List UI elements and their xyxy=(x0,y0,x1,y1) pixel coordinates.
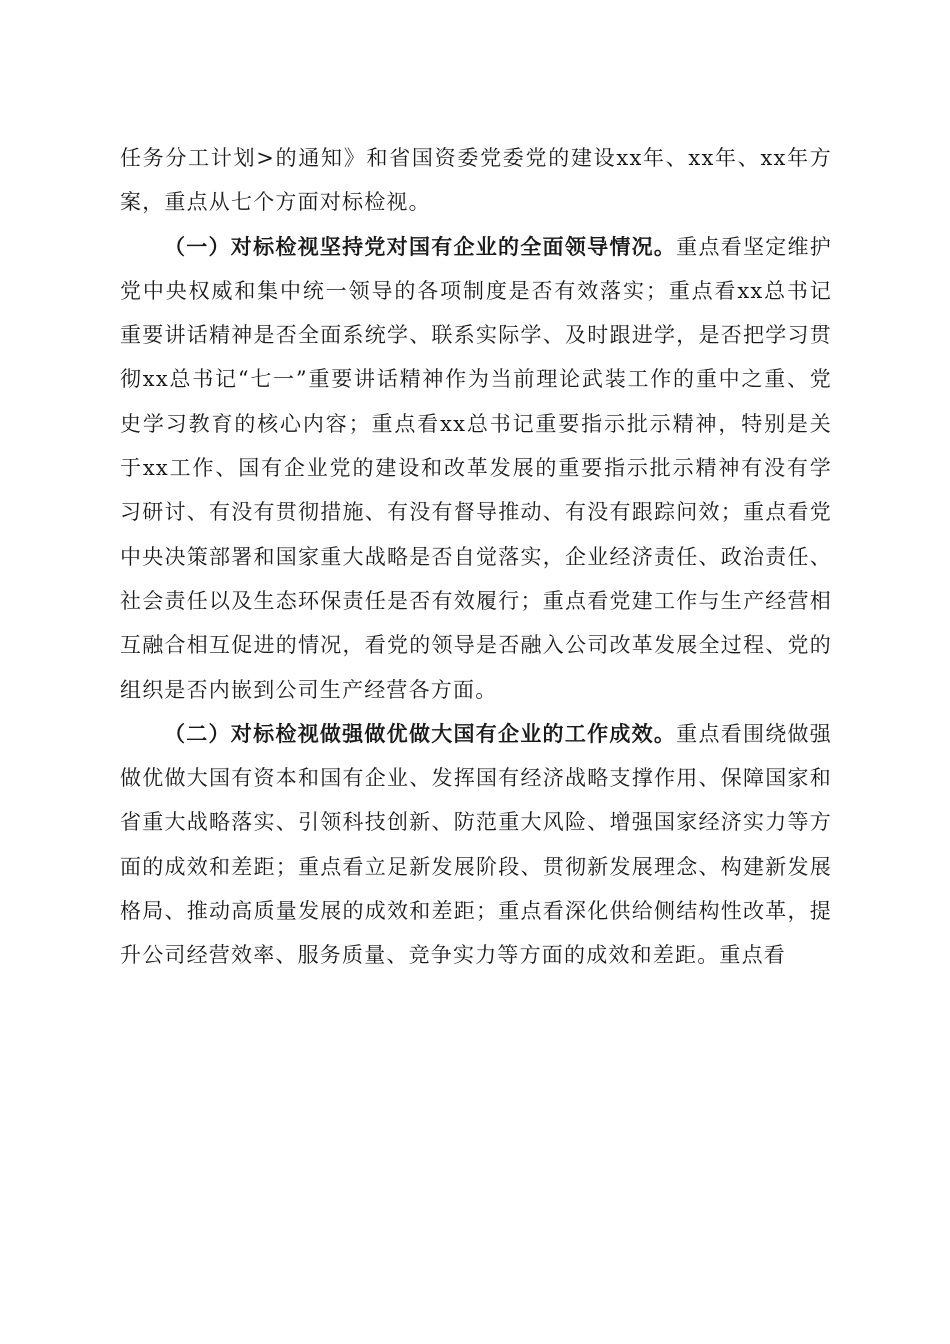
section-1-text: 重点看坚定维护党中央权威和集中统一领导的各项制度是否有效落实；重点看xx总书记重要讲话精神是否全面系统学、联系实际学、及时跟进学，是否把学习贯彻xx总书记“七一”重要讲话精神作为当前理论武装工作的重中之重、党史学习教育的核心内容；重点看xx总书记重要指示批示精神，特别是关于xx工作、国有企业党的建设和改革发展的重要指示批示精神有没有学习研讨、有没有贯彻措施、有没有督导推动、有没有跟踪问效；重点看党中央决策部署和国家重大战略是否自觉落实，企业经济责任、政治责任、社会责任以及生态环保责任是否有效履行；重点看党建工作与生产经营相互融合相互促进的情况，看党的领导是否融入公司改革发展全过程、党的组织是否内嵌到公司生产经营各方面。 xyxy=(120,234,832,702)
document-body xyxy=(120,136,832,978)
intro-paragraph xyxy=(120,136,832,225)
section-1-heading: （一）对标检视坚持党对国有企业的全面领导情况。 xyxy=(164,233,677,259)
section-2-heading: （二）对标检视做强做优做大国有企业的工作成效。 xyxy=(164,720,677,746)
section-1-paragraph xyxy=(120,225,832,712)
intro-text: 任务分工计划>的通知》和省国资委党委党的建设xx年、xx年、xx年方案，重点从七个方面对标检视。 xyxy=(120,146,832,215)
section-2-paragraph xyxy=(120,712,832,978)
section-2-text: 重点看围绕做强做优做大国有资本和国有企业、发挥国有经济战略支撑作用、保障国家和省重大战略落实、引领科技创新、防范重大风险、增强国家经济实力等方面的成效和差距；重点看立足新发展阶段、贯彻新发展理念、构建新发展格局、推动高质量发展的成效和差距；重点看深化供给侧结构性改革，提升公司经营效率、服务质量、竞争实力等方面的成效和差距。重点看 xyxy=(120,721,832,968)
